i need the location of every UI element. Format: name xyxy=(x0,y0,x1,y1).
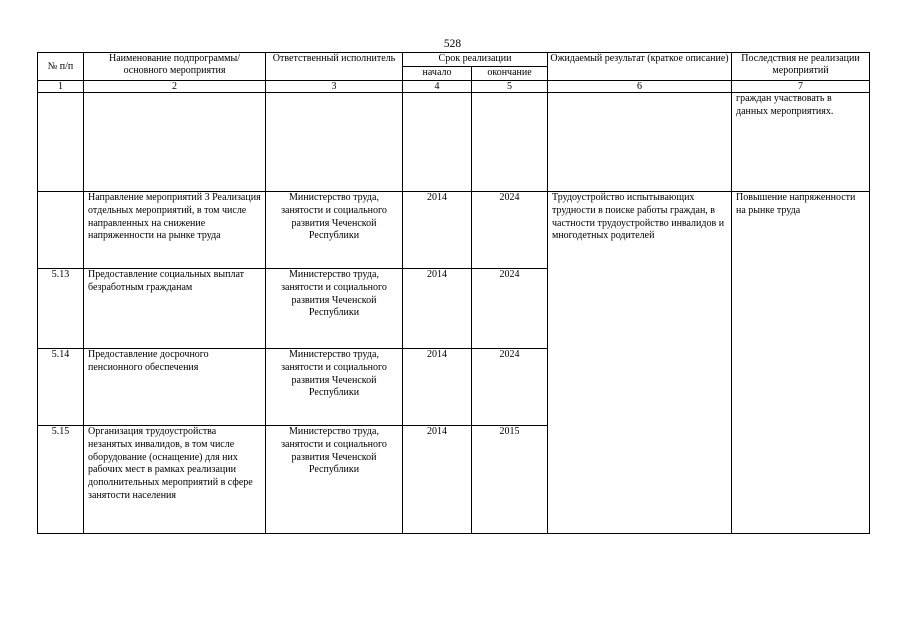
column-number: 7 xyxy=(732,81,870,93)
direction-start: 2014 xyxy=(403,192,472,269)
row-executor: Министерство труда, занятости и социального развития Чеченской Республики xyxy=(266,426,403,534)
header-row xyxy=(38,53,870,67)
direction-row xyxy=(38,192,870,269)
direction-end: 2024 xyxy=(472,192,548,269)
row-executor: Министерство труда, занятости и социального развития Чеченской Республики xyxy=(266,269,403,349)
row-num: 5.14 xyxy=(38,349,84,426)
row-num: 5.15 xyxy=(38,426,84,534)
page-number: 528 xyxy=(443,38,462,50)
row-executor: Министерство труда, занятости и социального развития Чеченской Республики xyxy=(266,349,403,426)
column-number: 4 xyxy=(403,81,472,93)
header-consequences: Последствия не реализации мероприятий xyxy=(732,53,870,81)
row-name: Предоставление социальных выплат безработным гражданам xyxy=(84,269,266,349)
row-end: 2024 xyxy=(472,349,548,426)
header-end: окончание xyxy=(472,67,548,81)
continuation-row xyxy=(38,93,870,192)
row-name: Организация трудоустройства незанятых инвалидов, в том числе оборудование (оснащение) для них рабочих мест в рамках реализации дополнительных мероприятий в сфере занятости населения xyxy=(84,426,266,534)
column-number: 1 xyxy=(38,81,84,93)
program-table xyxy=(37,52,870,534)
row-end: 2015 xyxy=(472,426,548,534)
column-number-row xyxy=(38,81,870,93)
header-num: № п/п xyxy=(38,53,84,81)
column-number: 3 xyxy=(266,81,403,93)
direction-consequences: Повышение напряженности на рынке труда xyxy=(732,192,870,534)
direction-result: Трудоустройство испытывающих трудности в поиске работы граждан, в частности трудоустройство инвалидов и многодетных родителей xyxy=(548,192,732,534)
direction-executor: Министерство труда, занятости и социального развития Чеченской Республики xyxy=(266,192,403,269)
header-executor: Ответственный исполнитель xyxy=(266,53,403,81)
direction-name: Направление мероприятий 3 Реализация отдельных мероприятий, в том числе направленных на снижение напряженности на рынке труда xyxy=(84,192,266,269)
row-num: 5.13 xyxy=(38,269,84,349)
row-start: 2014 xyxy=(403,269,472,349)
row-end: 2024 xyxy=(472,269,548,349)
header-period: Срок реализации xyxy=(403,53,548,67)
column-number: 2 xyxy=(84,81,266,93)
continued-text: граждан участвовать в данных мероприятиях. xyxy=(732,93,870,192)
header-name: Наименование подпрограммы/ основного мероприятия xyxy=(84,53,266,81)
header-result: Ожидаемый результат (краткое описание) xyxy=(548,53,732,81)
row-name: Предоставление досрочного пенсионного обеспечения xyxy=(84,349,266,426)
column-number: 5 xyxy=(472,81,548,93)
row-start: 2014 xyxy=(403,349,472,426)
row-start: 2014 xyxy=(403,426,472,534)
column-number: 6 xyxy=(548,81,732,93)
header-start: начало xyxy=(403,67,472,81)
